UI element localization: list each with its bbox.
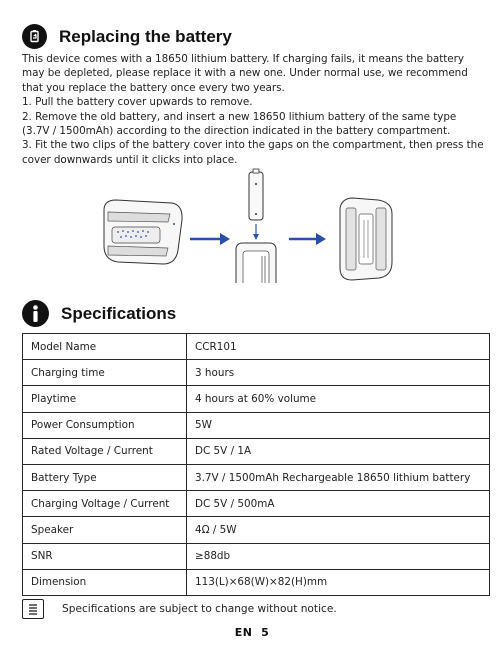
spec-label: Charging time bbox=[23, 360, 187, 386]
spec-value: ≥88db bbox=[187, 543, 490, 569]
note-text: Specifications are subject to change without notice. bbox=[62, 603, 337, 615]
table-row bbox=[23, 569, 490, 595]
spec-value: 3 hours bbox=[187, 360, 490, 386]
table-row bbox=[23, 438, 490, 464]
speaker-with-cover-illustration bbox=[104, 200, 182, 264]
battery-intro-text: This device comes with a 18650 lithium battery. If charging fails, it means the battery may be depleted, please replace it with a new one. Under normal use, we recommend that you replace the battery once every two years. bbox=[22, 53, 468, 94]
spec-value: 5W bbox=[187, 412, 490, 438]
spec-value: 4 hours at 60% volume bbox=[187, 386, 490, 412]
table-row bbox=[23, 360, 490, 386]
spec-label: SNR bbox=[23, 543, 187, 569]
battery-replacement-illustration bbox=[0, 168, 504, 283]
spec-label: Rated Voltage / Current bbox=[23, 438, 187, 464]
table-row bbox=[23, 412, 490, 438]
spec-section-header bbox=[22, 300, 176, 327]
battery-instructions bbox=[22, 52, 484, 167]
arrow-1-icon bbox=[190, 233, 230, 245]
table-row bbox=[23, 386, 490, 412]
spec-label: Model Name bbox=[23, 334, 187, 360]
spec-label: Charging Voltage / Current bbox=[23, 491, 187, 517]
table-row bbox=[23, 491, 490, 517]
spec-label: Power Consumption bbox=[23, 412, 187, 438]
spec-label: Speaker bbox=[23, 517, 187, 543]
spec-label: Playtime bbox=[23, 386, 187, 412]
spec-value: DC 5V / 500mA bbox=[187, 491, 490, 517]
table-row bbox=[23, 543, 490, 569]
spec-note bbox=[22, 599, 337, 619]
battery-step-1: 1. Pull the battery cover upwards to remove. bbox=[22, 96, 253, 109]
speaker-cover-installed-illustration bbox=[340, 198, 392, 280]
spec-value: DC 5V / 1A bbox=[187, 438, 490, 464]
spec-value: CCR101 bbox=[187, 334, 490, 360]
table-row bbox=[23, 334, 490, 360]
arrow-2-icon bbox=[289, 233, 326, 245]
spec-value: 113(L)×68(W)×82(H)mm bbox=[187, 569, 490, 595]
battery-cell-illustration bbox=[249, 169, 263, 240]
battery-section-header bbox=[22, 24, 232, 49]
battery-step-3: 3. Fit the two clips of the battery cover into the gaps on the compartment, then press the cover downwards until it clicks into place. bbox=[22, 139, 484, 166]
spec-value: 4Ω / 5W bbox=[187, 517, 490, 543]
spec-section-title: Specifications bbox=[61, 303, 177, 323]
battery-step-2: 2. Remove the old battery, and insert a new 18650 lithium battery of the same type (3.7V / 1500mAh) according to the direction indicated in the battery compartment. bbox=[22, 110, 457, 138]
spec-table bbox=[22, 333, 490, 596]
open-compartment-illustration bbox=[236, 243, 276, 283]
spec-label: Dimension bbox=[23, 569, 187, 595]
spec-label: Battery Type bbox=[23, 464, 187, 490]
info-icon bbox=[22, 300, 49, 327]
spec-value: 3.7V / 1500mAh Rechargeable 18650 lithium battery bbox=[187, 464, 490, 490]
table-row bbox=[23, 517, 490, 543]
battery-section-title: Replacing the battery bbox=[59, 26, 232, 46]
note-icon bbox=[22, 599, 44, 619]
page-number: EN 5 bbox=[234, 626, 270, 639]
table-row bbox=[23, 464, 490, 490]
battery-replace-icon bbox=[22, 24, 47, 49]
